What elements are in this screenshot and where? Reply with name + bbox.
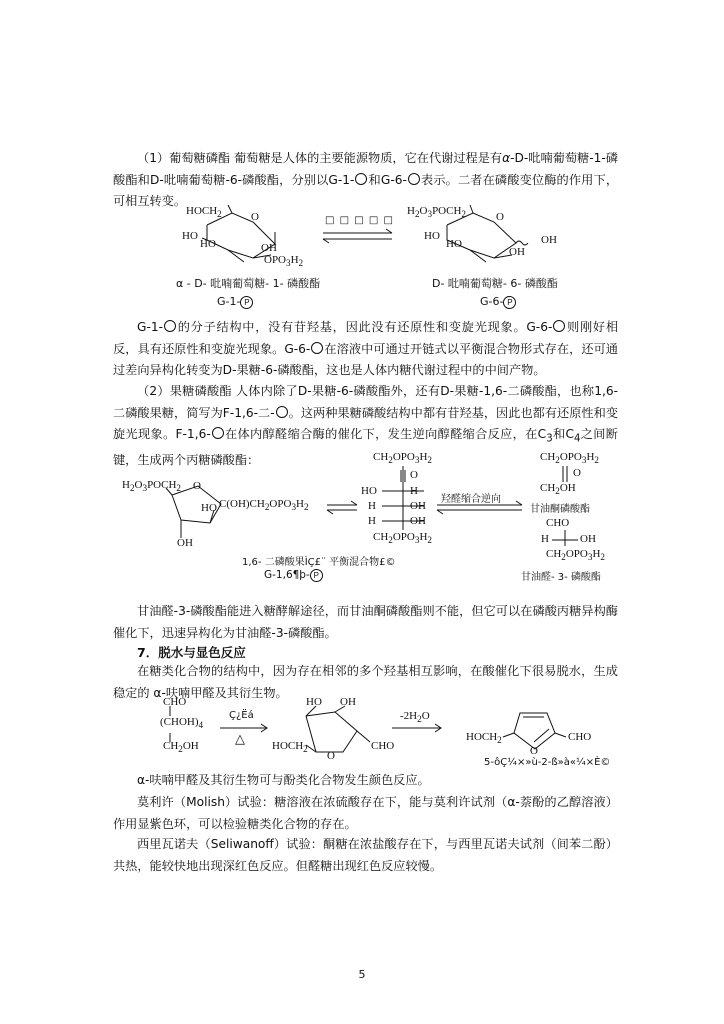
text: 在体内醇醛缩合酶的催化下，发生逆向醇醛缩合反应，在C xyxy=(224,427,547,441)
caption-hmf: 5-ôÇ¼×»ù-2-ß»à«¼×È© xyxy=(484,757,611,768)
text: 3 xyxy=(427,209,433,220)
label-cho: CHO xyxy=(546,517,570,529)
text: 2 xyxy=(497,735,502,746)
text: 2 xyxy=(555,486,560,497)
text: HOCH xyxy=(272,740,304,752)
text: C(OH)CH xyxy=(219,498,265,510)
caption-dhap: 甘油酮磷酸酯 xyxy=(530,504,590,515)
label-ho: HO xyxy=(200,238,216,250)
text: OPO xyxy=(269,498,292,510)
text: OH xyxy=(559,482,576,494)
text: 和G-6- xyxy=(368,172,407,187)
text: 2 xyxy=(176,483,181,494)
text: 2 xyxy=(264,502,270,513)
arrow-label-mutase: □ □ □ □ □ xyxy=(325,215,394,226)
text: -D-吡喃葡萄糖-1-磷酸酯和D-吡喃葡萄糖-6-磷酸酯，分别以G-1- xyxy=(113,151,618,187)
caption-g1p: α - D- 吡喃葡萄糖- 1- 磷酸酯 xyxy=(176,277,321,290)
label-ring-o: O xyxy=(193,480,201,492)
text: H xyxy=(122,479,130,491)
text: 3 xyxy=(546,433,553,445)
text: O xyxy=(421,710,430,722)
circle-symbol xyxy=(276,406,288,418)
paragraph-gap: 甘油醛-3-磷酸酯能进入糖酵解途径，而甘油酮磷酸酯则不能，但它可以在磷酸丙糖异构酶催化下，迅速异构化为甘油醛-3-磷酸酯。 xyxy=(113,604,618,640)
label-hoch2 xyxy=(272,740,308,754)
text: 3 xyxy=(587,552,593,563)
text: H xyxy=(290,254,299,266)
text: 3 xyxy=(414,535,420,546)
text: CH xyxy=(540,451,556,463)
paragraph-seliwanoff: 西里瓦诺夫（Seliwanoff）试验：酮糖在浓盐酸存在下，与西里瓦诺夫试剂（间苯二酚）共热，能较快地出现深红色反应。但醛糖出现红色反应较慢。 xyxy=(113,837,618,873)
text: α xyxy=(502,151,511,165)
label-chohn xyxy=(160,716,203,730)
text: CH xyxy=(546,548,562,560)
text: OPO xyxy=(565,548,588,560)
label-oh: OH xyxy=(509,246,525,258)
label-oh: OH xyxy=(340,696,356,708)
label-ho: HO xyxy=(424,230,440,242)
text: 3 xyxy=(286,258,291,269)
text: 2 xyxy=(427,455,432,466)
caption-g6p: D- 吡喃葡萄糖- 6- 磷酸酯 xyxy=(432,277,558,290)
label-h2o3poch2 xyxy=(122,479,181,493)
text: 2 xyxy=(594,455,599,466)
text: -2H xyxy=(400,710,418,722)
text: (CHOH) xyxy=(160,716,199,728)
text: 3 xyxy=(414,455,420,466)
caption-fbp: 1,6- 二磷酸果ÌÇ£¨ 平衡混合物£© xyxy=(242,557,396,568)
label-oh: OH xyxy=(410,500,426,512)
text: 3 xyxy=(291,502,297,513)
text: 2 xyxy=(388,535,393,546)
label-hoch2 xyxy=(466,731,502,745)
text: H xyxy=(419,451,428,463)
text: H xyxy=(296,498,304,510)
text: 在溶液中可通过开链式以平衡混合物形式存在，还可通过差向异构化转变为D-果糖-6-磷酸酯，这也是人体内糖代谢过程中的中间产物。 xyxy=(113,341,618,377)
text: H xyxy=(419,531,428,543)
text: 表示。二者在磷酸变位酶的作用下，可相互转变。 xyxy=(113,172,619,208)
label-oh: OH xyxy=(410,515,426,527)
phosphate-symbol: P xyxy=(240,296,253,309)
label-fbp xyxy=(264,569,323,582)
label-ring-o: O xyxy=(251,211,259,223)
label-h: H xyxy=(541,533,549,545)
text: 之间断键，生成两个丙糖磷酸酯： xyxy=(113,427,618,467)
text: 4 xyxy=(198,720,204,731)
text: 2 xyxy=(298,258,304,269)
section-heading: 7．脱水与显色反应 xyxy=(137,645,246,660)
circle-symbol xyxy=(311,342,323,354)
text: O xyxy=(134,479,143,491)
page-number: 5 xyxy=(358,968,366,981)
label-carbonyl-o: O xyxy=(410,469,418,481)
label-h: H xyxy=(368,500,376,512)
label-ch2opo3h2-top xyxy=(373,451,432,465)
text: 2 xyxy=(217,209,222,220)
text: CH xyxy=(373,451,389,463)
text: H xyxy=(407,205,415,217)
text: （1）葡萄糖磷酯 葡萄糖是人体的主要能源物质，它在代谢过程是有 xyxy=(137,151,503,165)
text: 2 xyxy=(417,714,422,725)
label-oh: OH xyxy=(261,242,277,254)
text: OPO xyxy=(559,451,582,463)
label-cho: CHO xyxy=(371,740,395,752)
arrow-label-dehydration xyxy=(400,710,430,724)
label-oh-anomeric: OH xyxy=(541,234,557,246)
label-hoch2 xyxy=(186,205,222,219)
label-ch2opo3h2 xyxy=(546,548,605,562)
label-oh: OH xyxy=(177,537,193,549)
label-opo3h2 xyxy=(264,254,303,268)
label-h: H xyxy=(368,515,376,527)
label-ring-o: O xyxy=(327,750,335,762)
paragraph-molish: 莫利许（Molish）试验：糖溶液在浓硫酸存在下，能与莫利许试剂（α-萘酚的乙醇溶液）作用显紫色环，可以检验糖类化合物的存在。 xyxy=(113,795,618,831)
text: 3 xyxy=(581,455,587,466)
text: 2 xyxy=(388,455,393,466)
text: HOCH xyxy=(186,205,218,217)
phosphate-symbol: P xyxy=(310,569,323,582)
circle-symbol xyxy=(164,320,176,332)
paragraph-color-reaction: α-呋喃甲醛及其衍生物可与酚类化合物发生颜色反应。 xyxy=(137,773,430,787)
text: 的分子结构中，没有苷羟基，因此没有还原性和变旋光现象。G-6- xyxy=(177,320,553,334)
text: 2 xyxy=(178,744,183,755)
text: G-1- xyxy=(137,320,163,334)
text: CH xyxy=(540,482,556,494)
label-h: H xyxy=(410,485,418,497)
label-ch2opo3h2-bottom xyxy=(373,531,432,545)
text: （2）果糖磷酸酯 人体内除了D-果糖-6-磷酸酯外，还有D-果糖-1,6-二磷酸酯，也称1,6-二磷酸果糖，简写为F-1,6-二- xyxy=(113,384,618,420)
circle-symbol xyxy=(212,427,224,439)
text: 。这两种果糖磷酸结构中都有苷羟基，因此也都有还原性和变旋光现象。F-1,6- xyxy=(113,405,619,441)
text: H xyxy=(586,451,595,463)
text: 4 xyxy=(574,433,581,445)
text: CH xyxy=(163,740,179,752)
phosphate-symbol: P xyxy=(503,296,516,309)
text: OPO xyxy=(264,254,287,266)
label-ch2oh xyxy=(163,740,199,754)
text: POCH xyxy=(432,205,462,217)
text: G-1- xyxy=(217,295,241,308)
label-h2o3poch2 xyxy=(407,205,466,219)
label-oh: OH xyxy=(580,533,596,545)
text: H xyxy=(592,548,601,560)
text: 2 xyxy=(561,552,566,563)
text: G-1,6¶þ- xyxy=(264,569,310,581)
text: G-6- xyxy=(480,295,504,308)
label-g1p xyxy=(217,295,253,309)
label-ho: HO xyxy=(182,230,198,242)
circle-symbol xyxy=(553,320,565,332)
text: 2 xyxy=(461,209,466,220)
text: 2 xyxy=(555,455,560,466)
label-ho: HO xyxy=(201,502,217,514)
text: 3 xyxy=(142,483,148,494)
label-dhap-top xyxy=(540,451,599,465)
text: POCH xyxy=(147,479,177,491)
arrow-label-retro-aldol: 羟醛缩合逆向 xyxy=(441,494,501,505)
label-ring-o: O xyxy=(530,745,538,757)
text: 2 xyxy=(303,744,308,755)
text: 2 xyxy=(129,483,135,494)
text: 和C xyxy=(552,427,574,441)
label-ring-o: O xyxy=(496,211,504,223)
paragraph-dehydration: 在糖类化合物的结构中，因为存在相邻的多个羟基相互影响，在酸催化下很易脱水，生成稳定的 α-呋喃甲醛及其衍生物。 xyxy=(113,664,618,700)
text: OPO xyxy=(392,451,415,463)
text: 2 xyxy=(427,535,432,546)
text: OH xyxy=(182,740,199,752)
text: 2 xyxy=(414,209,420,220)
label-ho: HO xyxy=(446,238,462,250)
paragraph-g1p-g6p xyxy=(113,317,618,382)
label-carbonyl-o: O xyxy=(573,467,581,479)
label-cho: CHO xyxy=(568,731,592,743)
text: OPO xyxy=(392,531,415,543)
text: CH xyxy=(373,531,389,543)
arrow-label-acid: Ç¿Ëá xyxy=(229,710,254,721)
label-ho: HO xyxy=(306,696,322,708)
text: HOCH xyxy=(466,731,498,743)
label-ho: HO xyxy=(361,485,377,497)
text: O xyxy=(419,205,428,217)
heat-icon: △ xyxy=(235,732,245,747)
text: 则刚好相反，具有还原性和变旋光现象。G-6- xyxy=(113,320,619,356)
text: 2 xyxy=(600,552,605,563)
label-c-sidechain xyxy=(219,498,309,512)
label-g6p xyxy=(480,295,516,309)
label-cho: CHO xyxy=(163,696,187,708)
caption-gap: 甘油醛- 3- 磷酸酯 xyxy=(521,572,601,583)
label-ch2oh xyxy=(540,482,576,496)
text: 2 xyxy=(303,502,309,513)
